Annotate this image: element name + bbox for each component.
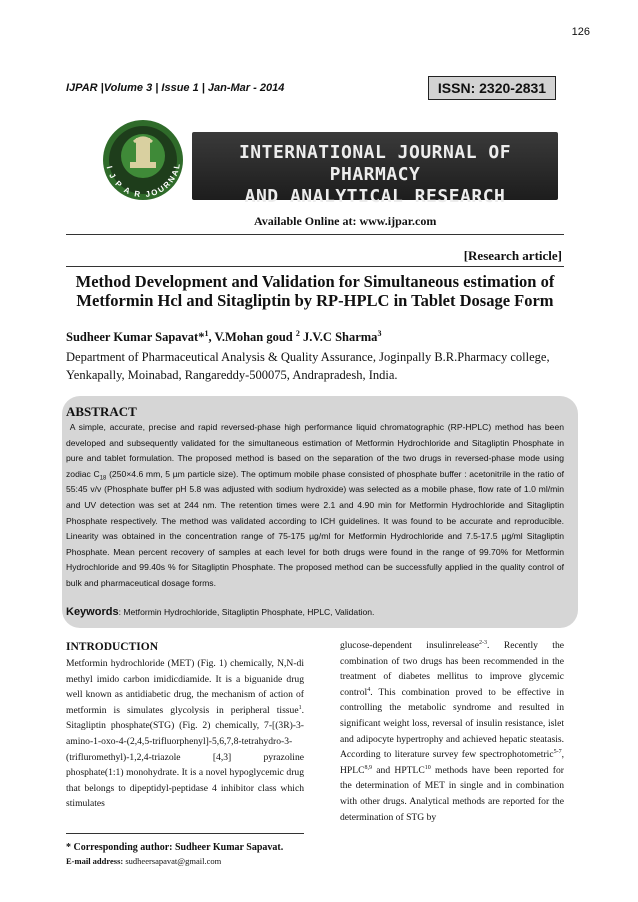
affiliation: Department of Pharmaceutical Analysis & Quality Assurance, Joginpally B.R.Pharmacy college, Yenkapally, Moinabad, Rangareddy-500075, Andrapradesh, India.: [66, 350, 550, 382]
author-3: J.V.C Sharma: [299, 330, 378, 344]
email-address: sudheersapavat@gmail.com: [123, 856, 222, 866]
available-online: Available Online at: www.ijpar.com: [254, 214, 437, 228]
corresponding-author: * Corresponding author: Sudheer Kumar Sapavat.: [66, 842, 284, 853]
keywords-label: Keywords: [66, 606, 119, 618]
author-list: [66, 330, 381, 345]
banner-title-line1: INTERNATIONAL JOURNAL OF PHARMACY: [238, 142, 512, 185]
author-1-affil: 1: [204, 328, 209, 338]
introduction-left-column: [66, 656, 304, 812]
author-1: Sudheer Kumar Sapavat*: [66, 330, 205, 344]
citation: 5-7: [553, 748, 562, 755]
intro-right-e: and HPTLC: [372, 764, 425, 776]
author-3-affil: 3: [377, 328, 382, 338]
citation: 8,9: [364, 764, 373, 771]
banner-title: [192, 142, 558, 208]
journal-info: IJPAR |Volume 3 | Issue 1 | Jan-Mar - 2014: [66, 82, 285, 94]
citation: 2-3: [479, 639, 488, 646]
article-title: Method Development and Validation for Simultaneous estimation of Metformin Hcl and Sitagliptin by RP-HPLC in Tablet Dosage Form: [75, 272, 555, 310]
logo-text: I J P A R JOURNAL: [104, 161, 183, 200]
article-type: [Research article]: [463, 248, 562, 263]
intro-left-a: Metformin hydrochloride (MET) (Fig. 1) chemically, N,N-di methyl imido carbon imidicdiamide. It is a biguanide drug well known as antidiabetic drug, the mechanism of action of metformin is simulates glycolysis in peripheral tissue: [66, 658, 304, 716]
intro-right-f: methods have been reported for the determination of MET in single and in combination with other drugs. Analytical methods are reported for the determination of STG by: [340, 764, 564, 823]
abstract-heading: ABSTRACT: [66, 404, 137, 419]
footnote-divider: [66, 833, 304, 834]
email-label: E-mail address:: [66, 856, 124, 866]
intro-right-d: , HPLC: [340, 749, 564, 776]
keywords-list: : Metformin Hydrochloride, Sitagliptin Phosphate, HPLC, Validation.: [118, 607, 375, 617]
citation: 4: [367, 686, 371, 693]
keywords: [66, 606, 374, 618]
abstract-part1: A simple, accurate, precise and rapid reversed-phase high performance liquid chromatographic (RP-HPLC) method has been developed and subsequently validated for the simultaneous estimation of Metformin Hydrochloride and Sitagliptin Phosphate in pure and tablet formulation. The proposed method is based on the separation of the two drugs in reversed-phase mode using zodiac C: [66, 422, 565, 479]
journal-banner: [84, 120, 558, 207]
introduction-right-column: [340, 638, 564, 825]
intro-right-b: . Recently the combination of two drugs has been recommended in the treatment of diabetes mellitus to improve glycemic control: [340, 640, 564, 698]
citation: 1: [298, 704, 302, 711]
author-email: [66, 856, 221, 866]
banner-title-line2: AND ANALYTICAL RESEARCH: [244, 186, 506, 207]
banner-background: [192, 132, 558, 207]
citation: 10: [424, 764, 431, 771]
journal-logo-icon: [84, 120, 202, 200]
abstract-subscript: 18: [99, 475, 107, 482]
intro-right-c: . This combination proved to be effective in controlling the metabolic syndrome and resulted in significant weight loss, reversal of insulin resistance, islet and adipocyte hypertrophy and achieved hepatic steatasis. According to literature survey few spectrophotometric: [340, 686, 564, 761]
author-2-affil: 2: [295, 328, 300, 338]
page-number: 126: [571, 26, 590, 38]
divider: [66, 266, 564, 267]
divider: [66, 234, 564, 235]
issn-badge: ISSN: 2320-2831: [428, 76, 556, 100]
intro-left-b: . Sitagliptin phosphate(STG) (Fig. 2) chemically, 7-[(3R)-3-amino-1-oxo-4-(2,4,5-trifluorphenyl]-5,6,7,8-tetrahydro-3-(trifluromethyl)-1,2,4-triazole [4,3] pyrazoline phosphate(1:1) monohydrate. It is a novel hypoglycemic drug that belongs to dipeptidyl-peptidase 4 inhibitor class which stimulates: [66, 704, 304, 810]
abstract-text: [66, 420, 564, 592]
introduction-heading: INTRODUCTION: [66, 641, 159, 653]
abstract-part2: (250×4.6 mm, 5 µm particle size). The optimum mobile phase consisted of phosphate buffer : acetonitrile in the ratio of 55:45 v/v (Phosphate buffer pH 5.8 was adjusted with sodium hydroxide) was selected as a mobile phase, flow rate of 1.0 ml/min and UV detection was set at 244 nm. The retention times were 2.1 and 4.90 min for Metformin Hydrochloride and Sitagliptin Phosphate respectively. The method was validated according to ICH guidelines. It was found to be accurate and reproducible. Linearity was obtained in the concentration range of 75-175 µg/ml for Metformin Hydrochloride and 7.5-17.5 µg/ml Sitagliptin Phosphate. Mean percent recovery of samples at each level for both drugs were found in the range of 99.70% for Metformin Hydrochloride and 99.40s % for Sitagliptin Phosphate. The proposed method can be successfully applied in the quality control of bulk and pharmaceutical dosage forms.: [66, 468, 564, 588]
author-2: , V.Mohan goud: [208, 330, 296, 344]
intro-right-a: glucose-dependent insulinrelease: [340, 640, 480, 651]
